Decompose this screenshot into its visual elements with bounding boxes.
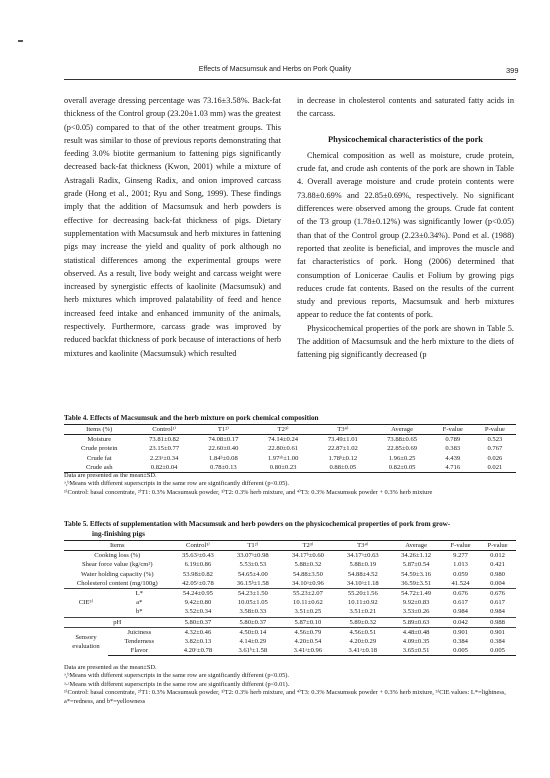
table-cell: Crude fat bbox=[86, 454, 112, 462]
table-cell: 54.59±3.16 bbox=[401, 570, 432, 578]
table-cell: 4.20±0.54 bbox=[294, 638, 322, 646]
table-cell: 3.52±0.34 bbox=[184, 608, 212, 616]
column-header: Average bbox=[372, 425, 431, 435]
table-cell: 9.277 bbox=[453, 552, 468, 560]
footnote: ¹⁾Control: basal concentrate, ²⁾T1: 0.3% Macsumsuk powder, ³⁾T2: 0.3% herb mixture, and ⁴⁾T3: 0.3% Macsumsuk powder + 0.3% herb mixture, ⁵⁾CIE values: L*=lightness, a*=redness, and b*=yellowness bbox=[64, 689, 506, 705]
table-cell: 5.80±0.37 bbox=[239, 618, 267, 626]
column-header: Items (%) bbox=[64, 425, 135, 435]
table-row bbox=[64, 617, 516, 627]
table-cell: 3.61ᵇ±1.58 bbox=[225, 646, 280, 656]
table-cell: 5.89±0.32 bbox=[349, 618, 377, 626]
left-column bbox=[64, 94, 281, 360]
body-paragraph: in decrease in cholesterol contents and saturated fatty acids in the carcass. bbox=[297, 96, 514, 119]
footnote: Data are presented as the mean±SD. bbox=[64, 472, 157, 479]
table-cell: 53.98±0.82 bbox=[182, 570, 213, 578]
table-cell: 0.901 bbox=[490, 628, 505, 636]
table-row bbox=[64, 454, 516, 463]
table-cell: 34.10ᵃ±0.96 bbox=[292, 579, 324, 587]
table-cell: 34.10ᵃ±1.18 bbox=[346, 579, 379, 587]
table-row bbox=[64, 589, 516, 599]
table-cell: 0.80±0.23 bbox=[253, 463, 313, 473]
footnote: ¹⁾Control: basal concentrate, ²⁾T1: 0.3% Macsumsuk powder, ³⁾T2: 0.3% herb mixture, and ⁴⁾T3: 0.3% Macsumsuk powder + 0.3% herb mixture bbox=[64, 488, 433, 496]
table-cell: 3.82±0.13 bbox=[184, 638, 212, 646]
table-row bbox=[64, 551, 516, 561]
column-header: P-value bbox=[479, 541, 516, 551]
table-cell: 54.88±4.52 bbox=[347, 570, 378, 578]
table-cell: 0.988 bbox=[490, 618, 505, 626]
footnote: Data are presented as the mean±SD. bbox=[64, 664, 157, 671]
table-cell: 36.15ᵇ±1.58 bbox=[236, 579, 269, 587]
table-cell: 0.617 bbox=[490, 599, 505, 607]
table-cell: 0.901 bbox=[453, 628, 468, 636]
table-cell: 3.41ᵃ±0.96 bbox=[280, 646, 335, 656]
footnote: ᵃ-ᶜMeans with different superscripts in the same row are significantly different (p<0.01). bbox=[64, 680, 290, 688]
table-cell: Cholesterol content (mg/100g) bbox=[76, 579, 158, 587]
table-cell: 0.78±0.13 bbox=[194, 463, 253, 473]
table-cell: 41.524 bbox=[451, 579, 470, 587]
table-row bbox=[64, 435, 516, 445]
table-cell: 0.012 bbox=[490, 552, 505, 560]
table-4 bbox=[64, 424, 516, 473]
table-cell: 5.87±0.10 bbox=[294, 618, 322, 626]
column-header: Control¹⁾ bbox=[135, 425, 194, 435]
column-header: T3⁴⁾ bbox=[335, 541, 390, 551]
footnote: ᵃ,ᵇMeans with different superscripts in the same row are significantly different (p<0.05). bbox=[64, 480, 290, 488]
table-cell: 0.523 bbox=[487, 436, 503, 444]
table-cell: 55.20±1.56 bbox=[347, 590, 378, 598]
table-cell: a* bbox=[136, 599, 143, 607]
table-cell: 33.07ᵃ±0.98 bbox=[236, 552, 269, 560]
table-cell: 4.716 bbox=[432, 463, 474, 473]
table-cell: 3.65±0.51 bbox=[390, 646, 442, 656]
table-cell: 54.24±0.95 bbox=[182, 590, 213, 598]
table-cell: 0.421 bbox=[490, 561, 505, 569]
table-row bbox=[64, 646, 516, 656]
column-header: F-value bbox=[442, 541, 479, 551]
table-cell: 4.14±0.29 bbox=[239, 638, 267, 646]
table-cell: 36.59±3.51 bbox=[401, 579, 432, 587]
table-cell: 55.23±2.07 bbox=[292, 590, 323, 598]
table-cell: Crude ash bbox=[64, 463, 135, 473]
table-cell: 0.82±0.04 bbox=[135, 463, 194, 473]
table-row bbox=[64, 570, 516, 579]
table-row bbox=[64, 607, 516, 617]
table-cell: 54.72±1.49 bbox=[401, 590, 432, 598]
column-header: Items bbox=[64, 541, 171, 551]
table-5-footnotes bbox=[64, 664, 519, 706]
table-row bbox=[64, 598, 516, 607]
table-cell: 4.20ᶜ±0.78 bbox=[171, 646, 226, 656]
header-rule bbox=[64, 79, 516, 80]
table-cell: 10.11±0.92 bbox=[347, 599, 378, 607]
table-cell: 0.676 bbox=[453, 590, 468, 598]
table-cell: Cooking loss (%) bbox=[94, 552, 141, 560]
table-cell: Crude protein bbox=[81, 445, 118, 453]
table-cell: Tenderness bbox=[124, 638, 155, 646]
column-header: P-value bbox=[474, 425, 516, 435]
table-cell: 0.021 bbox=[474, 463, 516, 473]
body-paragraph: Chemical composition as well as moisture, crude protein, crude fat, and crude ash contents of the pork are shown in Table 4. Overall average moisture and crude protein contents were 73.88±0.69% and 22.85±0.69%, respectively. No significant differences were observed among the groups. Crude fat content of the T3 group (1.78±0.12%) was significantly lower (p<0.05) than that of the Control group (2.23±0.34%). Pond et al. (1988) reported that zeolite is beneficial, and improves the muscle and fat characteristics of pork. Hong (2006) determined that consumption of Lonicerae Caulis et Folium by growing pigs reduces crude fat contents. Based on the results of the current study and previous reports, Macsumsuk and herb mixtures appear to reduce the fat contents of pork. bbox=[297, 150, 514, 320]
table-cell: 4.50±0.14 bbox=[239, 628, 267, 636]
table-row bbox=[64, 627, 516, 637]
table-cell: 9.42±0.80 bbox=[184, 599, 212, 607]
group-label: Sensory evaluation bbox=[72, 633, 100, 650]
table-cell: 5.87±0.54 bbox=[402, 561, 430, 569]
scan-mark bbox=[18, 40, 23, 42]
table-cell: b* bbox=[135, 608, 143, 616]
table-cell: 2.23ᵃ±0.34 bbox=[149, 454, 179, 462]
table-cell: 4.32±0.46 bbox=[184, 628, 212, 636]
right-column bbox=[297, 94, 514, 362]
table-cell: 23.15±0.77 bbox=[149, 445, 180, 453]
column-header: T1²⁾ bbox=[225, 541, 280, 551]
table-cell: 4.09±0.35 bbox=[402, 638, 430, 646]
table-cell: 3.53±0.26 bbox=[402, 608, 430, 616]
table-row bbox=[64, 637, 516, 646]
table-cell: 5.88±0.32 bbox=[294, 561, 322, 569]
table-cell: 0.005 bbox=[479, 646, 516, 656]
table-cell: 4.20±0.29 bbox=[349, 638, 377, 646]
table-cell: 10.11±0.62 bbox=[293, 599, 323, 607]
table-cell: 1.84ᵇ±0.08 bbox=[209, 454, 238, 462]
body-paragraph: overall average dressing percentage was 73.16±3.58%. Back-fat thickness of the Control group (23.20±1.03 mm) was the greatest (p<0.05) compared to that of the other treatment groups. This result was similar to those of previous reports demonstrating that feeding 3.0% biotite germanium to fattening pigs significantly decreased back-fat thickness (Kwon, 2001) while a mixture of Astragali Radix, Ginseng Radix, and onion improved carcass grade (Hong et al., 2001; Ryu and Song, 1999). These findings imply that the addition of Macsumsuk and herb powders is effective for decreasing back-fat thickness of pigs. Dietary supplementation with Macsumsuk and herb mixtures in fattening pigs may increase the yield and quality of pork although no statistical differences among the experimental groups were observed. As a result, live body weight and carcass weight were increased by synergistic effects of kaolinite (Macsumsuk) and herb mixtures which improved palatability of feed and hence increased feed intake and enhanced immunity of the animals, respectively. Furthermore, carcass grade was improved by reduced backfat thickness of pork because of interactions of herb mixtures and kaolinite (Macsumsuk) which resulted bbox=[64, 96, 281, 358]
table-cell: 0.984 bbox=[490, 608, 505, 616]
table-4-caption: Table 4. Effects of Macsumsuk and the herb mixture on pork chemical composition bbox=[64, 414, 319, 422]
table-cell: Juiciness bbox=[127, 628, 152, 636]
table-cell: 0.789 bbox=[445, 436, 461, 444]
column-header: T2³⁾ bbox=[280, 541, 335, 551]
table-cell: 54.65±4.00 bbox=[237, 570, 268, 578]
caption-line: Table 5. Effects of supplementation with Macsumsuk and herb powders on the physicochemical properties of pork from grow- bbox=[64, 520, 451, 528]
table-cell: 0.767 bbox=[487, 445, 503, 453]
table-cell: 73.49±1.01 bbox=[327, 436, 358, 444]
table-cell: 9.92±0.83 bbox=[402, 599, 430, 607]
table-cell: 0.88±0.05 bbox=[313, 463, 372, 473]
table-cell: 4.439 bbox=[445, 454, 461, 462]
table-cell: 0.042 bbox=[453, 618, 468, 626]
table-cell: 22.60±0.40 bbox=[208, 445, 239, 453]
table-cell: 4.56±0.79 bbox=[294, 628, 322, 636]
table-cell: 0.82±0.05 bbox=[372, 463, 431, 473]
table-cell: 3.51±0.25 bbox=[294, 608, 322, 616]
table-cell: Flavor bbox=[108, 646, 171, 656]
table-cell: 54.23±1.50 bbox=[237, 590, 268, 598]
table-cell: 0.676 bbox=[490, 590, 505, 598]
table-cell: 74.08±0.17 bbox=[208, 436, 239, 444]
table-cell: 35.63ᵃ±0.43 bbox=[182, 552, 214, 560]
table-cell: 34.17ᵃ±0.63 bbox=[346, 552, 379, 560]
table-cell: 3.51±0.21 bbox=[349, 608, 377, 616]
group-label: CIE⁵⁾ bbox=[78, 599, 94, 607]
table-cell: 73.88±0.65 bbox=[387, 436, 418, 444]
table-cell: 1.78ᵇ±0.12 bbox=[328, 454, 358, 462]
table-cell: pH bbox=[113, 618, 122, 626]
table-cell: 22.87±1.02 bbox=[327, 445, 358, 453]
table-cell: 10.05±1.05 bbox=[237, 599, 268, 607]
table-cell: 5.80±0.37 bbox=[184, 618, 212, 626]
table-cell: 1.013 bbox=[453, 561, 468, 569]
footnote: ᵃ,ᵇMeans with different superscripts in the same row are significantly different (p<0.05). bbox=[64, 672, 290, 680]
table-cell: Shear force value (kg/cm²) bbox=[81, 561, 153, 569]
table-4-footnotes bbox=[64, 472, 519, 497]
table-cell: 3.41ᵃ±0.18 bbox=[335, 646, 390, 656]
table-cell: Moisture bbox=[87, 436, 112, 444]
table-row bbox=[64, 560, 516, 569]
table-cell: 0.980 bbox=[490, 570, 505, 578]
table-cell: 1.97ᵃᵇ±1.00 bbox=[267, 454, 299, 462]
table-cell: 3.58±0.33 bbox=[239, 608, 267, 616]
table-cell: 0.005 bbox=[442, 646, 479, 656]
table-cell: 0.617 bbox=[453, 599, 468, 607]
table-row bbox=[64, 444, 516, 453]
caption-line: ing-finishing pigs bbox=[92, 530, 145, 538]
page-number: 399 bbox=[506, 66, 519, 75]
column-header: T2³⁾ bbox=[253, 425, 313, 435]
column-header: T3⁴⁾ bbox=[313, 425, 372, 435]
table-cell: 42.05ᶜ±0.78 bbox=[182, 579, 214, 587]
table-cell: 0.004 bbox=[490, 579, 505, 587]
column-header: F-value bbox=[432, 425, 474, 435]
table-cell: 34.26±1.12 bbox=[401, 552, 432, 560]
table-cell: 0.059 bbox=[453, 570, 468, 578]
table-cell: 1.96±0.25 bbox=[388, 454, 416, 462]
column-header: T1²⁾ bbox=[194, 425, 253, 435]
table-cell: 5.53±0.53 bbox=[239, 561, 267, 569]
table-cell: 54.88±3.50 bbox=[292, 570, 323, 578]
table-5 bbox=[64, 540, 516, 656]
column-header: Average bbox=[390, 541, 442, 551]
table-cell: 74.14±0.24 bbox=[268, 436, 299, 444]
table-cell: 0.984 bbox=[453, 608, 468, 616]
table-cell: 0.384 bbox=[453, 638, 468, 646]
table-cell: 22.80±0.61 bbox=[268, 445, 299, 453]
table-cell: 73.81±0.82 bbox=[149, 436, 180, 444]
table-cell: L* bbox=[135, 590, 143, 598]
section-title: Physicochemical characteristics of the pork bbox=[328, 134, 483, 144]
running-head: Effects of Macsumsuk and Herbs on Pork Quality bbox=[198, 66, 352, 73]
table-cell: 34.17ᵇ±0.60 bbox=[291, 552, 324, 560]
table-cell: 6.19±0.86 bbox=[184, 561, 212, 569]
table-5-caption bbox=[64, 519, 450, 539]
body-paragraph: Physicochemical properties of the pork are shown in Table 5. The addition of Macsumsuk and the herb mixture to the diets of fattening pig significantly decreased (p bbox=[297, 323, 514, 360]
table-cell: 22.85±0.69 bbox=[387, 445, 418, 453]
table-cell: 0.384 bbox=[490, 638, 505, 646]
table-row bbox=[64, 579, 516, 589]
table-cell: 4.56±0.51 bbox=[349, 628, 377, 636]
table-cell: 0.026 bbox=[487, 454, 503, 462]
table-cell: 5.89±0.63 bbox=[402, 618, 430, 626]
column-header: Control¹⁾ bbox=[171, 541, 226, 551]
table-cell: Water holding capacity (%) bbox=[81, 570, 154, 578]
table-cell: 0.383 bbox=[445, 445, 461, 453]
table-cell: 5.88±0.19 bbox=[349, 561, 377, 569]
table-cell: 4.48±0.48 bbox=[402, 628, 430, 636]
